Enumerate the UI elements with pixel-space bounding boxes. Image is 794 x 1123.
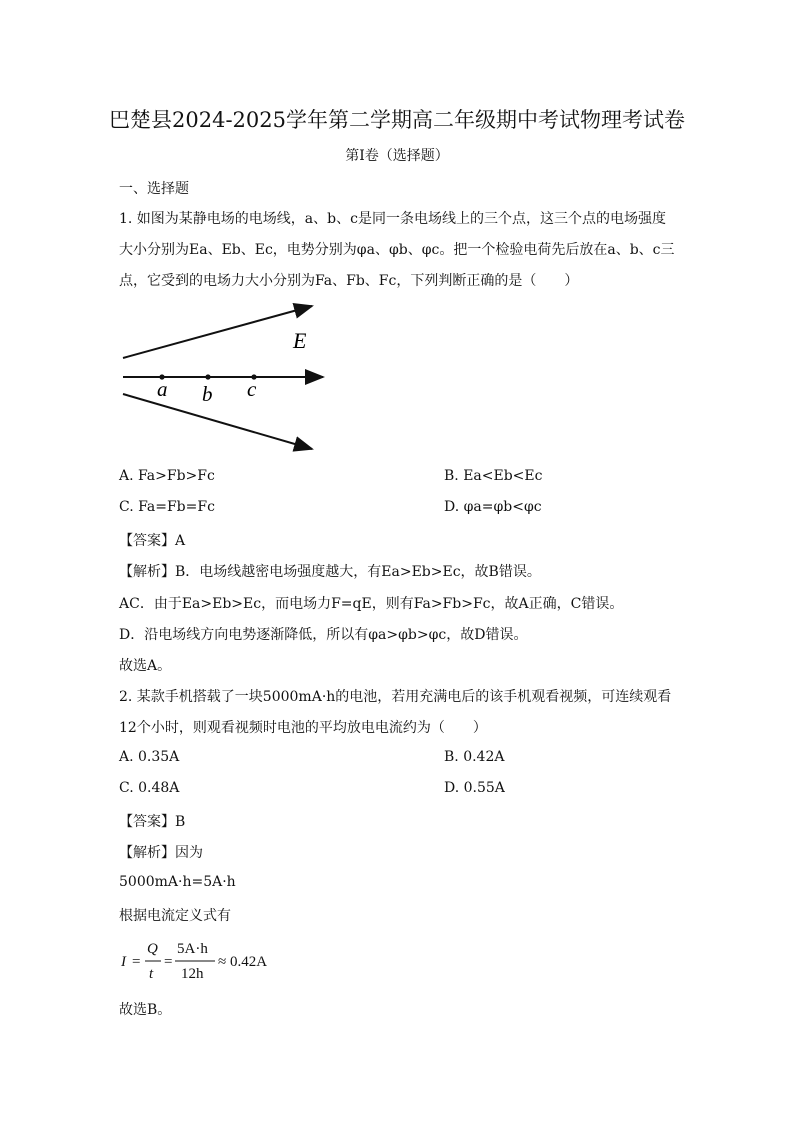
formula-den1: t: [149, 966, 154, 982]
q2-stem-line1: 2. 某款手机搭载了一块5000mA·h的电池，若用充满电后的该手机观看视频，可连续观看: [119, 689, 672, 705]
section-subtitle: 第Ⅰ卷（选择题）: [345, 148, 449, 164]
q2-conclusion: 故选B。: [119, 1002, 172, 1018]
field-line-top: [123, 306, 312, 358]
label-b: b: [202, 382, 213, 406]
formula-lhs: I: [121, 954, 126, 970]
q1-stem-line1: 1. 如图为某静电场的电场线，a、b、c是同一条电场线上的三个点，这三个点的电场强度: [119, 211, 666, 227]
label-E: E: [293, 328, 307, 353]
svg-text:=: =: [164, 954, 173, 970]
label-c: c: [247, 377, 257, 401]
q2-option-d: D. 0.55A: [444, 780, 505, 796]
q2-equation: 5000mA·h=5A·h: [119, 874, 236, 890]
q2-analysis-1: 【解析】因为: [119, 845, 203, 861]
q1-analysis-3: D．沿电场线方向电势逐渐降低，所以有φa>φb>φc，故D错误。: [119, 627, 528, 643]
q2-stem-line2: 12个小时，则观看视频时电池的平均放电电流约为（ ）: [119, 720, 487, 736]
q2-analysis-2: 根据电流定义式有: [119, 908, 231, 924]
q1-option-d: D. φa=φb<φc: [444, 499, 542, 515]
q2-option-c: C. 0.48A: [119, 780, 180, 796]
q1-option-c: C. Fa=Fb=Fc: [119, 499, 215, 515]
q1-option-a: A. Fa>Fb>Fc: [119, 468, 215, 484]
formula-num1: Q: [147, 941, 158, 957]
section-heading: 一、选择题: [119, 181, 189, 197]
q2-option-a: A. 0.35A: [119, 749, 180, 765]
svg-text:=: =: [132, 954, 141, 970]
q1-analysis-1: 【解析】B．电场线越密电场强度越大，有Ea>Eb>Ec，故B错误。: [119, 564, 541, 580]
formula-result: ≈ 0.42A: [218, 954, 268, 970]
q2-option-b: B. 0.42A: [444, 749, 505, 765]
q2-answer: 【答案】B: [119, 814, 186, 830]
label-a: a: [157, 377, 168, 401]
q1-option-b: B. Ea<Eb<Ec: [444, 468, 543, 484]
current-formula: [119, 938, 289, 984]
q1-conclusion: 故选A。: [119, 658, 172, 674]
q1-stem-line2: 大小分别为Ea、Eb、Ec，电势分别为φa、φb、φc。把一个检验电荷先后放在a、b、c三: [119, 242, 675, 258]
electric-field-diagram: [115, 298, 345, 458]
q1-answer: 【答案】A: [119, 533, 186, 549]
formula-den2: 12h: [181, 966, 204, 982]
q1-analysis-2: AC．由于Ea>Eb>Ec，而电场力F=qE，则有Fa>Fb>Fc，故A正确，C错误。: [119, 596, 624, 612]
formula-num2: 5A·h: [177, 941, 208, 957]
q1-stem-line3: 点，它受到的电场力大小分别为Fa、Fb、Fc，下列判断正确的是（ ）: [119, 273, 579, 289]
point-b: [205, 374, 210, 379]
field-line-bottom: [123, 394, 312, 449]
page-title: 巴楚县2024-2025学年第二学期高二年级期中考试物理考试卷: [109, 108, 685, 132]
